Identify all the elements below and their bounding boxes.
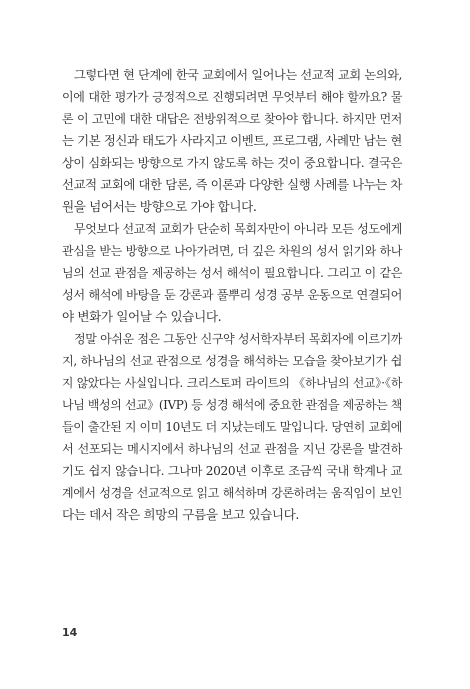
text-line: 무엇보다 선교적 교회가 단순히 목회자만이 아니라 모든 성도에게 xyxy=(74,222,402,236)
text-line: 야 변화가 일어날 수 있습니다. xyxy=(62,309,222,324)
text-line: 기도 쉽지 않습니다. 그나마 2020년 이후로 조금씩 국내 학계나 교 xyxy=(62,464,402,478)
text-line: 들이 출간된 지 이미 10년도 더 지났는데도 말입니다. 당연히 교회에 xyxy=(62,420,402,434)
text-line: 님의 선교 관점을 제공하는 성서 해석이 필요합니다. 그리고 이 같은 xyxy=(62,266,402,280)
text-line: 는 기본 정신과 태도가 사라지고 이벤트, 프로그램, 사례만 남는 현 xyxy=(62,133,402,148)
text-line: 성서 해석에 바탕을 둔 강론과 풀뿌리 성경 공부 운동으로 연결되어 xyxy=(62,288,402,302)
text-line: 서 선포되는 메시지에서 하나님의 선교 관점을 지닌 강론을 발견하 xyxy=(62,442,402,456)
text-line: 정말 아쉬운 점은 그동안 신구약 성서학자부터 목회자에 이르기까 xyxy=(74,332,402,346)
text-line: 지, 하나님의 선교 관점으로 성경을 해석하는 모습을 찾아보기가 쉽 xyxy=(62,354,402,368)
text-line: 상이 심화되는 방향으로 가지 않도록 하는 것이 중요합니다. 결국은 xyxy=(62,156,402,170)
text-line: 다는 데서 작은 희망의 구름을 보고 있습니다. xyxy=(62,507,300,522)
text-line: 그렇다면 현 단계에 한국 교회에서 일어나는 선교적 교회 논의와, xyxy=(74,68,402,82)
text-line: 나님 백성의 선교》(IVP) 등 성경 해석에 중요한 관점을 제공하는 책 xyxy=(62,398,402,412)
text-line: 계에서 성경을 선교적으로 읽고 해석하며 강론하려는 움직임이 보인 xyxy=(62,486,402,500)
text-line: 선교적 교회에 대한 담론, 즉 이론과 다양한 실행 사례를 나누는 차 xyxy=(62,177,402,192)
text-line: 론 이 고민에 대한 대답은 전방위적으로 찾아야 합니다. 하지만 먼저 xyxy=(62,112,402,126)
text-line: 지 않았다는 사실입니다. 크리스토퍼 라이트의 《하나님의 선교》·《하 xyxy=(62,376,402,390)
text-line: 원을 넘어서는 방향으로 가야 합니다. xyxy=(62,199,257,214)
text-line: 관심을 받는 방향으로 나아가려면, 더 깊은 차원의 성서 읽기와 하나 xyxy=(62,244,402,258)
page-number: 14 xyxy=(62,626,78,639)
text-line: 이에 대한 평가가 긍정적으로 진행되려면 무엇부터 해야 할까요? 물 xyxy=(62,90,402,104)
